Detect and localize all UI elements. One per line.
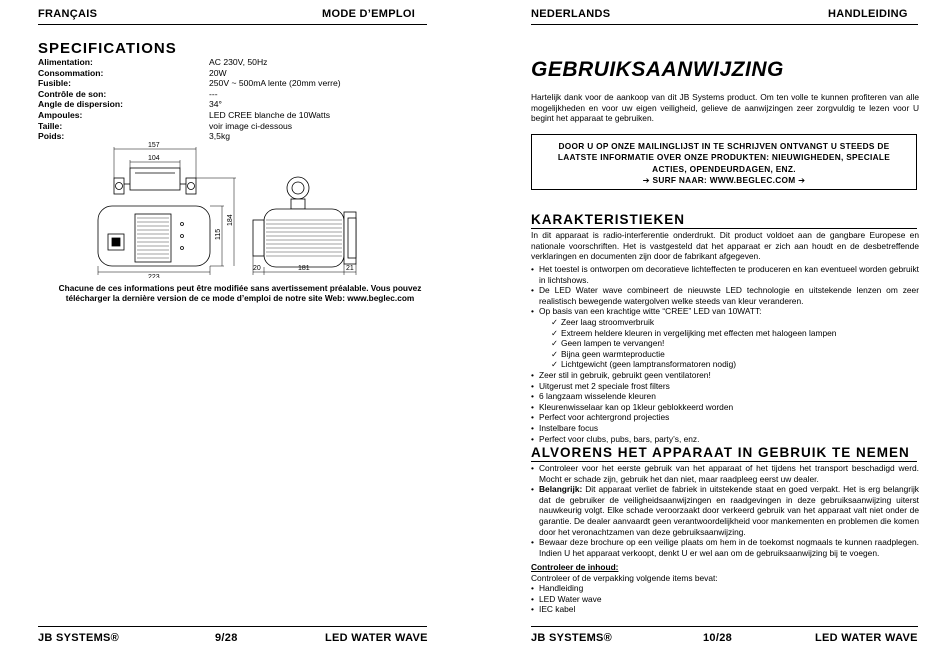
contents-intro: Controleer of de verpakking volgende items bevat: xyxy=(531,572,718,583)
spec-label: Consommation: xyxy=(38,67,104,78)
box-line: ACTIES, OPENDEURDAGEN, ENZ. xyxy=(652,163,796,174)
footer-rule xyxy=(531,626,918,627)
bullet-icon: • xyxy=(531,412,534,423)
spec-value: 20W xyxy=(209,67,227,78)
dim-184: 184 xyxy=(227,214,234,226)
bullet-icon: • xyxy=(531,593,534,604)
spec-row xyxy=(38,68,409,79)
dim-115: 115 xyxy=(215,228,222,240)
bullet-icon: • xyxy=(531,484,534,495)
caption-line: télécharger la dernière version de ce mode d’emploi de notre site Web: www.beglec.com xyxy=(65,293,415,303)
spec-row xyxy=(38,78,409,89)
spec-row xyxy=(38,89,409,100)
spec-label: Angle de dispersion: xyxy=(38,99,123,110)
list-item xyxy=(531,359,919,370)
header-manual-title: HANDLEIDING xyxy=(828,8,908,20)
list-item xyxy=(531,604,919,615)
bullet-icon: • xyxy=(531,391,534,402)
list-item xyxy=(531,484,919,537)
header-language: FRANÇAIS xyxy=(38,8,98,20)
contents-block xyxy=(531,562,919,583)
bullet-icon: • xyxy=(531,537,534,548)
bullet-icon: • xyxy=(531,401,534,412)
check-icon: ✓ xyxy=(551,359,559,370)
spec-label: Contrôle de son: xyxy=(38,88,107,99)
dim-181: 181 xyxy=(298,265,310,272)
list-item-text: Op basis van een krachtige witte “CREE” LED van 10WATT: xyxy=(539,306,762,317)
spec-label: Poids: xyxy=(38,131,65,142)
list-item xyxy=(531,317,919,328)
section-rule xyxy=(531,461,917,462)
list-item xyxy=(531,434,919,445)
contents-list xyxy=(531,583,919,615)
list-item-text: Bewaar deze brochure op een veilige plaats om hem in de toekomst nogmaals te kunnen raadplegen. Indien U het apparaat verkoopt, denkt U er wel aan om de gebruiksaanwijzing bij te voegen. xyxy=(539,537,919,558)
section-rule xyxy=(531,228,917,229)
list-item xyxy=(531,537,919,558)
intro-paragraph: Hartelijk dank voor de aankoop van dit JB Systems product. Om ten volle te kunnen profiteren van alle mogelijkheden en voor uw eigen veiligheid, gelieve de aanwijzingen zeer zorgvuldig te lezen voor U begint het apparaat te gebruiken. xyxy=(531,92,919,124)
box-line: ➔ SURF NAAR: WWW.BEGLEC.COM ➔ xyxy=(642,175,806,186)
before-use-list xyxy=(531,463,919,558)
header-manual-title: MODE D’EMPLOI xyxy=(322,8,416,20)
dim-20: 20 xyxy=(253,265,261,272)
list-item-text: Instelbare focus xyxy=(539,422,599,433)
list-item xyxy=(531,338,919,349)
list-item-text: Dit apparaat verliet de fabriek in uitstekende staat en goed verpakt. Het is erg belangrijk dat de gebruiker de veiligheidsaanwijzingen en raadgevingen in deze gebruiksaanwijzing uiterst nauwkeurig volgt. Elke schade veroorzaakt door verkeerd gebruik van het apparaat valt niet onder de garantie. De dealer aanvaardt geen verantwoordelijkheid voor mankementen en problemen die komen door het veronachtzamen van deze gebruiksaanwijzing. xyxy=(539,484,919,537)
bullet-icon: • xyxy=(531,306,534,317)
list-item-text: Het toestel is ontworpen om decoratieve lichteffecten te produceren en kan eventueel worden gebruikt in lichtshows. xyxy=(539,264,919,285)
list-item xyxy=(531,381,919,392)
bullet-icon: • xyxy=(531,380,534,391)
footer-brand: JB SYSTEMS® xyxy=(531,632,613,644)
check-icon: ✓ xyxy=(551,338,559,349)
check-icon: ✓ xyxy=(551,316,559,327)
dim-21: 21 xyxy=(346,265,354,272)
contents-heading: Controleer de inhoud: xyxy=(531,562,619,572)
list-item xyxy=(531,264,919,285)
specifications-heading: SPECIFICATIONS xyxy=(38,40,177,57)
spec-value: 250V ~ 500mA lente (20mm verre) xyxy=(209,78,341,89)
check-icon: ✓ xyxy=(551,348,559,359)
list-item-text: Uitgerust met 2 speciale frost filters xyxy=(539,380,670,391)
spec-row xyxy=(38,121,409,132)
spec-value: --- xyxy=(209,88,218,99)
list-item xyxy=(531,349,919,360)
side-view xyxy=(253,177,356,267)
list-item-text: Handleiding xyxy=(539,583,584,593)
dim-223: 223 xyxy=(148,274,160,278)
footer-product: LED WATER WAVE xyxy=(815,632,918,644)
list-item-text: Bijna geen warmteproductie xyxy=(561,348,665,359)
bullet-icon: • xyxy=(531,285,534,296)
list-item-text: Controleer voor het eerste gebruik van het apparaat of het tijdens het transport beschadigd werd. Mocht er schade zijn, gebruik het dan niet, maar raadpleeg eerst uw dealer. xyxy=(539,463,919,484)
footer-brand: JB SYSTEMS® xyxy=(38,632,120,644)
list-item xyxy=(531,594,919,605)
dim-104: 104 xyxy=(148,155,160,162)
dim-157: 157 xyxy=(148,142,160,149)
list-item xyxy=(531,306,919,317)
list-item-text: Extreem heldere kleuren in vergelijking met effecten met halogeen lampen xyxy=(561,327,837,338)
list-item xyxy=(531,583,919,594)
list-item-text: Kleurenwisselaar kan op 1kleur geblokkeerd worden xyxy=(539,401,734,412)
footer-rule xyxy=(38,626,427,627)
bullet-icon: • xyxy=(531,583,534,593)
disclaimer-caption xyxy=(40,283,440,303)
box-line: LAATSTE INFORMATIE OVER ONZE PRODUKTEN: NIEUWIGHEDEN, SPECIALE xyxy=(557,152,891,163)
check-icon: ✓ xyxy=(551,327,559,338)
dimension-drawing xyxy=(90,138,390,278)
box-line: DOOR U OP ONZE MAILINGLIJST IN TE SCHRIJVEN ONTVANGT U STEEDS DE xyxy=(558,141,890,151)
list-item xyxy=(531,402,919,413)
specifications-table xyxy=(38,57,409,142)
spec-row xyxy=(38,110,409,121)
mailing-list-box xyxy=(531,134,917,190)
bullet-icon: • xyxy=(531,433,534,444)
list-item-text: De LED Water wave combineert de nieuwste LED technologie en uitstekende lenzen om zeer realistisch bewegende watergolven welke steeds van kleur veranderen. xyxy=(539,285,919,306)
list-item-text: Perfect voor achtergrond projecties xyxy=(539,412,670,423)
before-use-heading: ALVORENS HET APPARAAT IN GEBRUIK TE NEMEN xyxy=(531,445,910,460)
spec-value: 3,5kg xyxy=(209,131,231,142)
header-rule xyxy=(38,24,427,25)
spec-row xyxy=(38,99,409,110)
footer-page-number: 10/28 xyxy=(703,632,733,644)
header-language: NEDERLANDS xyxy=(531,8,611,20)
list-item-text: LED Water wave xyxy=(539,593,602,604)
list-item xyxy=(531,285,919,306)
list-item-text: Zeer stil in gebruik, gebruikt geen ventilatoren! xyxy=(539,369,711,380)
front-view xyxy=(98,206,210,266)
footer-product: LED WATER WAVE xyxy=(325,632,428,644)
list-item-text: 6 langzaam wisselende kleuren xyxy=(539,391,656,402)
caption-line: Chacune de ces informations peut être modifiée sans avertissement préalable. Vous pouvez xyxy=(58,283,422,293)
spec-value: voir image ci-dessous xyxy=(209,120,293,131)
spec-label: Alimentation: xyxy=(38,57,93,67)
spec-row xyxy=(38,57,409,68)
page-title: GEBRUIKSAANWIJZING xyxy=(531,58,784,81)
spec-label: Ampoules: xyxy=(38,109,83,120)
mounting-bracket xyxy=(114,168,196,194)
spec-value: AC 230V, 50Hz xyxy=(209,57,268,67)
list-item-text: Perfect voor clubs, pubs, bars, party’s, enz. xyxy=(539,433,700,444)
bullet-icon: • xyxy=(531,264,534,274)
bullet-icon: • xyxy=(531,604,534,615)
list-item-text: IEC kabel xyxy=(539,604,576,615)
bullet-icon: • xyxy=(531,369,534,380)
list-item-text: Zeer laag stroomverbruik xyxy=(561,316,655,327)
important-label: Belangrijk: xyxy=(539,484,583,495)
bullet-icon: • xyxy=(531,463,534,473)
list-item-text: Geen lampen te vervangen! xyxy=(561,338,665,349)
list-item xyxy=(531,391,919,402)
list-item xyxy=(531,412,919,423)
spec-label: Fusible: xyxy=(38,78,71,89)
right-page xyxy=(475,0,950,659)
list-item xyxy=(531,370,919,381)
spec-value: 34° xyxy=(209,99,222,110)
header-rule xyxy=(531,24,918,25)
features-paragraph: In dit apparaat is radio-interferentie onderdrukt. Dit product voldoet aan de gangbare Europese en nationale voorschriften. Het is vastgesteld dat het apparaat er zich aan houdt en de desbetreffende verklaringen en documenten zijn door de fabrikant afgegeven. xyxy=(531,230,919,262)
list-item xyxy=(531,328,919,339)
spec-value: LED CREE blanche de 10Watts xyxy=(209,109,331,120)
list-item xyxy=(531,423,919,434)
list-item xyxy=(531,463,919,484)
footer-page-number: 9/28 xyxy=(215,632,238,644)
spec-label: Taille: xyxy=(38,120,63,131)
features-list xyxy=(531,264,919,444)
bullet-icon: • xyxy=(531,422,534,433)
features-heading: KARAKTERISTIEKEN xyxy=(531,212,686,227)
list-item-text: Lichtgewicht (geen lamptransformatoren nodig) xyxy=(561,359,737,370)
